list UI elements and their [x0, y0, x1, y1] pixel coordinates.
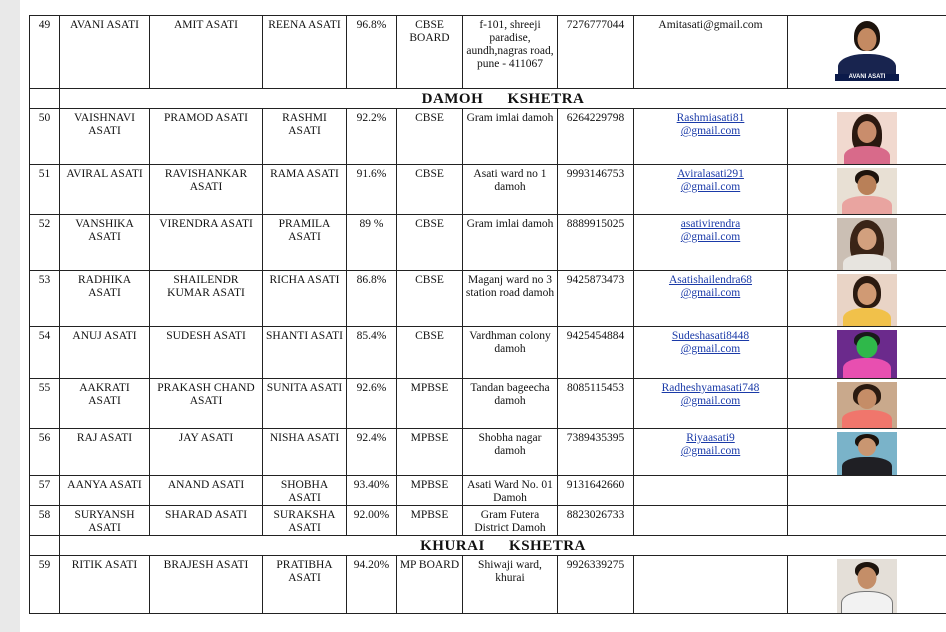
phone: 9993146753: [558, 165, 634, 215]
phone: 7389435395: [558, 429, 634, 476]
mother-name: PRAMILA ASATI: [263, 215, 347, 271]
mother-name: RASHMI ASATI: [263, 109, 347, 165]
email-link[interactable]: Asatishailendra68 @gmail.com: [668, 274, 753, 299]
address: Asati Ward No. 01 Damoh: [463, 476, 558, 506]
student-name: ANUJ ASATI: [60, 327, 150, 379]
student-name: VAISHNAVI ASATI: [60, 109, 150, 165]
table-row: [30, 109, 946, 165]
address: Gram Futera District Damoh: [463, 506, 558, 536]
student-name: VANSHIKA ASATI: [60, 215, 150, 271]
phone: 8889915025: [558, 215, 634, 271]
email-cell: [634, 476, 788, 506]
student-photo: [837, 168, 897, 214]
serial-number: 53: [30, 271, 60, 327]
region-spacer: [30, 536, 60, 556]
serial-number: 52: [30, 215, 60, 271]
photo-cell: [788, 165, 946, 215]
region-suffix: KSHETRA: [507, 91, 585, 107]
student-name: AVIRAL ASATI: [60, 165, 150, 215]
student-photo: [837, 330, 897, 378]
email-text: Amitasati@gmail.com: [658, 19, 763, 31]
address: Gram imlai damoh: [463, 215, 558, 271]
father-name: SHAILENDR KUMAR ASATI: [150, 271, 263, 327]
serial-number: 49: [30, 16, 60, 89]
father-name: SHARAD ASATI: [150, 506, 263, 536]
table-row: [30, 271, 946, 327]
father-name: VIRENDRA ASATI: [150, 215, 263, 271]
student-name: SURYANSH ASATI: [60, 506, 150, 536]
photo-cell: [788, 556, 946, 614]
table-row: [30, 215, 946, 271]
father-name: JAY ASATI: [150, 429, 263, 476]
photo-cell: [788, 476, 946, 506]
student-name: RITIK ASATI: [60, 556, 150, 614]
student-name: AANYA ASATI: [60, 476, 150, 506]
region-name: KHURAI: [420, 538, 485, 554]
percentage: 85.4%: [347, 327, 397, 379]
email-cell: [634, 271, 788, 327]
region-heading-khurai: [60, 536, 946, 556]
email-link[interactable]: Riyaasati9 @gmail.com: [680, 432, 741, 457]
region-suffix: KSHETRA: [509, 538, 586, 554]
address: f-101, shreeji paradise, aundh,nagras road, pune - 411067: [463, 16, 558, 89]
mother-name: SHOBHA ASATI: [263, 476, 347, 506]
serial-number: 54: [30, 327, 60, 379]
region-row: [30, 89, 946, 109]
mother-name: REENA ASATI: [263, 16, 347, 89]
percentage: 91.6%: [347, 165, 397, 215]
phone: 8085115453: [558, 379, 634, 429]
serial-number: 56: [30, 429, 60, 476]
serial-number: 51: [30, 165, 60, 215]
mother-name: RAMA ASATI: [263, 165, 347, 215]
mother-name: SURAKSHA ASATI: [263, 506, 347, 536]
photo-cell: [788, 16, 946, 89]
address: Shobha nagar damoh: [463, 429, 558, 476]
email-link[interactable]: Sudeshasati8448 @gmail.com: [671, 330, 750, 355]
photo-cell: [788, 215, 946, 271]
email-cell: [634, 109, 788, 165]
board: CBSE: [397, 271, 463, 327]
student-name: AVANI ASATI: [60, 16, 150, 89]
board: CBSE BOARD: [397, 16, 463, 89]
serial-number: 55: [30, 379, 60, 429]
father-name: PRAMOD ASATI: [150, 109, 263, 165]
region-spacer: [30, 89, 60, 109]
email-cell: [634, 215, 788, 271]
email-link[interactable]: asativirendra @gmail.com: [680, 218, 741, 243]
percentage: 96.8%: [347, 16, 397, 89]
student-name: AAKRATI ASATI: [60, 379, 150, 429]
student-photo: [837, 432, 897, 475]
student-photo: [837, 559, 897, 613]
mother-name: SHANTI ASATI: [263, 327, 347, 379]
student-name: RAJ ASATI: [60, 429, 150, 476]
student-photo: [837, 112, 897, 164]
student-photo: [835, 19, 899, 81]
board: CBSE: [397, 215, 463, 271]
email-link[interactable]: Radheshyamasati748 @gmail.com: [661, 382, 760, 407]
photo-cell: [788, 429, 946, 476]
board: CBSE: [397, 109, 463, 165]
table-row: [30, 379, 946, 429]
phone: 6264229798: [558, 109, 634, 165]
photo-cell: [788, 109, 946, 165]
table-row: [30, 16, 946, 89]
photo-cell: [788, 271, 946, 327]
mother-name: RICHA ASATI: [263, 271, 347, 327]
email-cell: [634, 556, 788, 614]
table-row: [30, 165, 946, 215]
email-link[interactable]: Rashmiasati81 @gmail.com: [676, 112, 745, 137]
board: CBSE: [397, 327, 463, 379]
address: Vardhman colony damoh: [463, 327, 558, 379]
email-cell: [634, 16, 788, 89]
serial-number: 50: [30, 109, 60, 165]
table-row: [30, 327, 946, 379]
phone: 9425873473: [558, 271, 634, 327]
student-name: RADHIKA ASATI: [60, 271, 150, 327]
region-name: DAMOH: [421, 91, 484, 107]
mother-name: SUNITA ASATI: [263, 379, 347, 429]
serial-number: 58: [30, 506, 60, 536]
region-row: [30, 536, 946, 556]
email-cell: [634, 165, 788, 215]
address: Tandan bageecha damoh: [463, 379, 558, 429]
phone: 9131642660: [558, 476, 634, 506]
father-name: BRAJESH ASATI: [150, 556, 263, 614]
student-photo: [837, 382, 897, 428]
email-cell: [634, 429, 788, 476]
board: MPBSE: [397, 429, 463, 476]
board: CBSE: [397, 165, 463, 215]
board: MPBSE: [397, 379, 463, 429]
father-name: RAVISHANKAR ASATI: [150, 165, 263, 215]
father-name: ANAND ASATI: [150, 476, 263, 506]
mother-name: NISHA ASATI: [263, 429, 347, 476]
address: Maganj ward no 3 station road damoh: [463, 271, 558, 327]
father-name: PRAKASH CHAND ASATI: [150, 379, 263, 429]
table-row: [30, 429, 946, 476]
phone: 7276777044: [558, 16, 634, 89]
percentage: 89 %: [347, 215, 397, 271]
student-table: [29, 15, 946, 614]
table-row: [30, 476, 946, 506]
percentage: 92.00%: [347, 506, 397, 536]
father-name: SUDESH ASATI: [150, 327, 263, 379]
table-row: [30, 556, 946, 614]
percentage: 86.8%: [347, 271, 397, 327]
phone: 9425454884: [558, 327, 634, 379]
board: MP BOARD: [397, 556, 463, 614]
percentage: 92.6%: [347, 379, 397, 429]
photo-cell: [788, 327, 946, 379]
serial-number: 57: [30, 476, 60, 506]
address: Asati ward no 1 damoh: [463, 165, 558, 215]
mother-name: PRATIBHA ASATI: [263, 556, 347, 614]
email-cell: [634, 379, 788, 429]
photo-caption: AVANI ASATI: [835, 74, 899, 81]
percentage: 92.4%: [347, 429, 397, 476]
address: Gram imlai damoh: [463, 109, 558, 165]
photo-cell: [788, 379, 946, 429]
page-left-margin: [0, 0, 20, 632]
percentage: 94.20%: [347, 556, 397, 614]
email-cell: [634, 506, 788, 536]
student-photo: [837, 274, 897, 326]
address: Shiwaji ward, khurai: [463, 556, 558, 614]
region-heading-damoh: [60, 89, 946, 109]
table-row: [30, 506, 946, 536]
board: MPBSE: [397, 506, 463, 536]
percentage: 92.2%: [347, 109, 397, 165]
student-photo: [837, 218, 897, 270]
phone: 8823026733: [558, 506, 634, 536]
serial-number: 59: [30, 556, 60, 614]
father-name: AMIT ASATI: [150, 16, 263, 89]
email-cell: [634, 327, 788, 379]
board: MPBSE: [397, 476, 463, 506]
email-link[interactable]: Aviralasati291 @gmail.com: [677, 168, 744, 193]
phone: 9926339275: [558, 556, 634, 614]
photo-cell: [788, 506, 946, 536]
percentage: 93.40%: [347, 476, 397, 506]
